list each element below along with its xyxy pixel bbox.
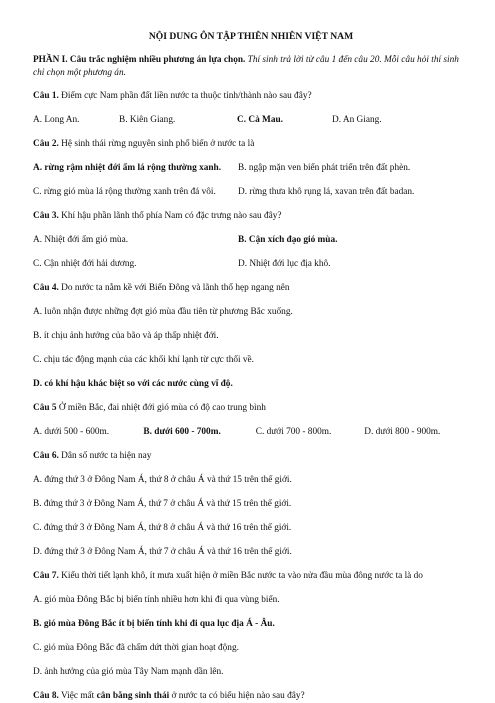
option-c: C. Cận nhiệt đới hải dương. — [33, 259, 137, 269]
question-number: Câu 3. — [33, 211, 59, 221]
options-row — [33, 162, 469, 175]
question-number: Câu 6. — [33, 451, 59, 461]
question-5 — [33, 402, 469, 415]
options-row — [33, 234, 469, 247]
option-a: A. luôn nhận được những đợt gió mùa đầu tiên từ phương Bắc xuống. — [33, 307, 293, 317]
question-number: Câu 7. — [33, 571, 59, 581]
option-c: C. gió mùa Đông Bắc đã chấm dứt thời gian hoạt động. — [33, 643, 239, 653]
question-keyword: cân bằng sinh thái — [96, 691, 170, 701]
option-d: D. Nhiệt đới lục địa khô. — [238, 259, 331, 269]
option-d: D. An Giang. — [332, 115, 382, 125]
option-d: D. có khí hậu khác biệt so với các nước cùng vĩ độ. — [33, 379, 233, 389]
question-text: Hệ sinh thái rừng nguyên sinh phổ biến ở nước ta là — [58, 139, 255, 149]
section-instructions: Thí sinh trả lời từ câu 1 đến câu 20. Mỗi câu hỏi thí sinh chỉ chọn một phương án. — [33, 55, 459, 78]
section-intro — [33, 54, 469, 80]
option-b: B. ngập mặn ven biển phát triển trên đất phèn. — [238, 163, 411, 173]
question-number: Câu 2. — [33, 139, 59, 149]
question-number: Câu 1. — [33, 91, 59, 101]
question-text: Kiểu thời tiết lạnh khô, ít mưa xuất hiện ở miền Bắc nước ta vào nửa đầu mùa đông nước ta là do — [58, 571, 423, 581]
question-4 — [33, 282, 469, 295]
question-7 — [33, 570, 469, 583]
question-8 — [33, 690, 469, 703]
option-a: A. gió mùa Đông Bắc bị biến tính nhiều hơn khi đi qua vùng biển. — [33, 595, 280, 605]
question-number: Câu 8. — [33, 691, 59, 701]
options-row — [33, 426, 469, 439]
question-text: Khí hậu phần lãnh thổ phía Nam có đặc trưng nào sau đây? — [58, 211, 282, 221]
option-b: B. Cận xích đạo gió mùa. — [238, 235, 338, 245]
question-3 — [33, 210, 469, 223]
option-a: A. dưới 500 - 600m. — [33, 427, 110, 437]
question-text: Việc mất — [58, 691, 97, 701]
option-b: B. Kiên Giang. — [119, 115, 176, 125]
options-row — [33, 114, 469, 127]
option-c: C. Cà Mau. — [237, 115, 283, 125]
question-text-end: ở nước ta có biểu hiện nào sau đây? — [169, 691, 305, 701]
options-row — [33, 186, 469, 199]
question-text: Ở miền Bắc, đai nhiệt đới gió mùa có độ cao trung bình — [56, 403, 266, 413]
option-b: B. ít chịu ảnh hưởng của bão và áp thấp nhiệt đới. — [33, 331, 219, 341]
document-title: NỘI DUNG ÔN TẬP THIÊN NHIÊN VIỆT NAM — [148, 31, 354, 42]
question-1 — [33, 90, 469, 103]
option-a: A. Nhiệt đới ẩm gió mùa. — [33, 235, 129, 245]
section-heading: PHẦN I. Câu trắc nghiệm nhiều phương án lựa chọn. — [33, 55, 246, 65]
option-d: D. rừng thưa khô rụng lá, xavan trên đất badan. — [238, 187, 415, 197]
option-b: B. đứng thứ 3 ở Đông Nam Á, thứ 7 ở châu Á và thứ 15 trên thế giới. — [33, 499, 292, 509]
option-d: D. đứng thứ 3 ở Đông Nam Á, thứ 7 ở châu Á và thứ 16 trên thế giới. — [33, 547, 292, 557]
question-6 — [33, 450, 469, 463]
question-number: Câu 5 — [33, 403, 57, 413]
question-text: Dân số nước ta hiện nay — [58, 451, 152, 461]
option-b: B. gió mùa Đông Bắc ít bị biến tính khi đi qua lục địa Á - Âu. — [33, 619, 275, 629]
option-c: C. chịu tác động mạnh của các khối khí lạnh từ cực thổi về. — [33, 355, 255, 365]
option-c: C. đứng thứ 3 ở Đông Nam Á, thứ 8 ở châu Á và thứ 16 trên thế giới. — [33, 523, 292, 533]
question-number: Câu 4. — [33, 283, 59, 293]
option-b: B. dưới 600 - 700m. — [143, 427, 221, 437]
option-d: D. dưới 800 - 900m. — [364, 427, 441, 437]
option-c: C. dưới 700 - 800m. — [255, 427, 332, 437]
question-2 — [33, 138, 469, 151]
question-text: Điểm cực Nam phần đất liền nước ta thuộc tỉnh/thành nào sau đây? — [58, 91, 312, 101]
option-a: A. rừng rậm nhiệt đới ẩm lá rộng thường xanh. — [33, 163, 222, 173]
question-text: Do nước ta nằm kề với Biển Đông và lãnh thổ hẹp ngang nên — [58, 283, 290, 293]
option-c: C. rừng gió mùa lá rộng thường xanh trên đá vôi. — [33, 187, 216, 197]
option-a: A. Long An. — [33, 115, 80, 125]
option-a: A. đứng thứ 3 ở Đông Nam Á, thứ 8 ở châu Á và thứ 15 trên thế giới. — [33, 475, 292, 485]
options-row — [33, 258, 469, 271]
option-d: D. ảnh hưởng của gió mùa Tây Nam mạnh dần lên. — [33, 667, 224, 677]
